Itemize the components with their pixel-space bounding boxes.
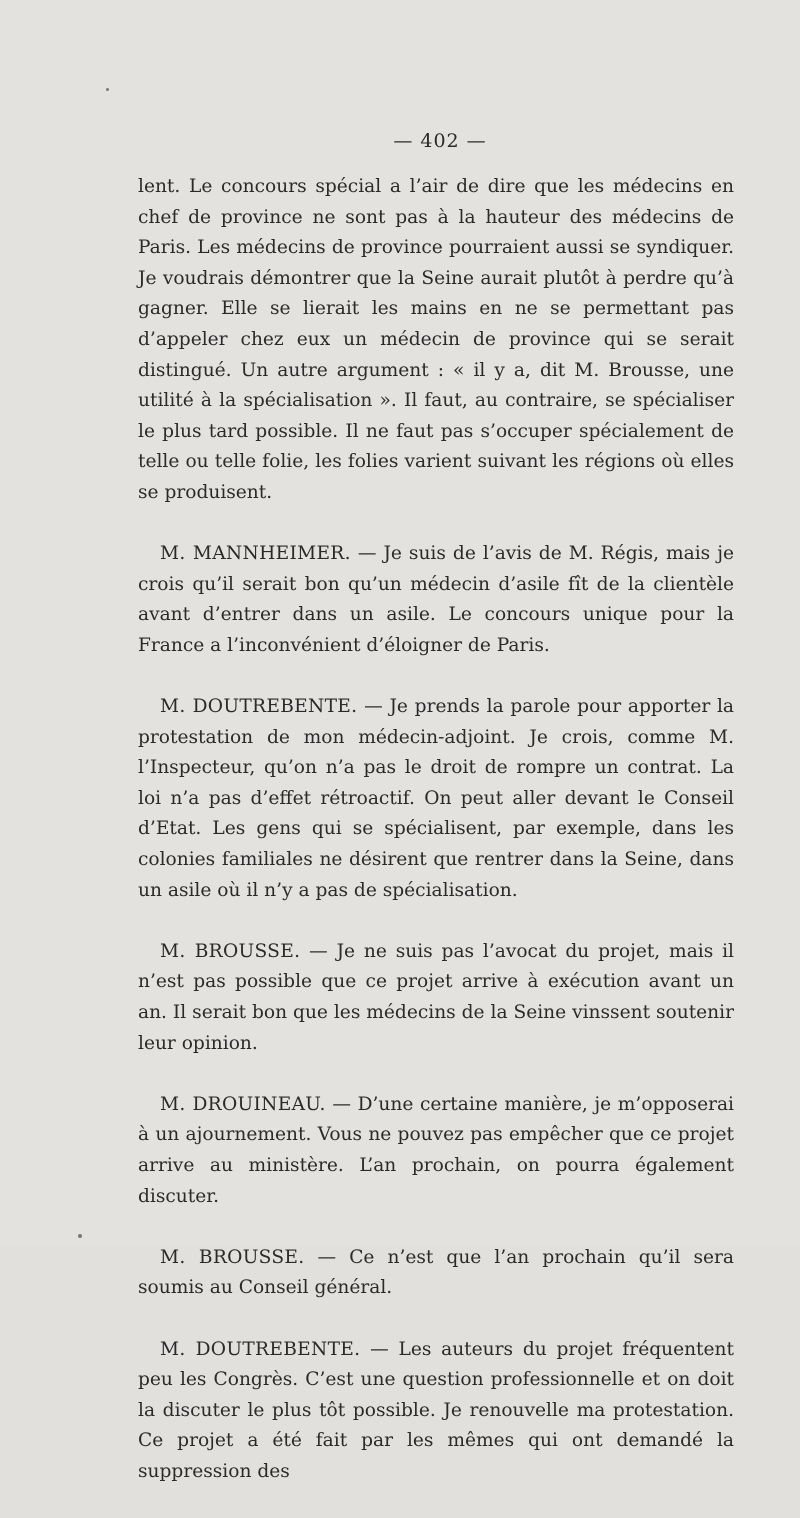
- paragraph-brousse-1: [138, 937, 734, 1059]
- speaker-name: M. BROUSSE.: [160, 1246, 305, 1268]
- speaker-name: M. DOUTREBENTE.: [160, 1338, 361, 1360]
- paragraph-text: — Je ne suis pas l’avocat du projet, mais il n’est pas possible que ce projet arrive à exécution avant un an. Il serait bon que les médecins de la Seine vinssent soutenir leur opinion.: [138, 940, 734, 1054]
- speaker-name: M. BROUSSE.: [160, 940, 301, 962]
- speaker-name: M. DOUTREBENTE.: [160, 696, 358, 718]
- paragraph-doutrebente-2: [138, 1335, 734, 1488]
- paragraph-text: — D’une certaine manière, je m’opposerai à un ajournement. Vous ne pouvez pas empêcher que ce projet arrive au ministère. L’an prochain, on pourra également discuter.: [138, 1093, 734, 1207]
- paragraph-text: — Les auteurs du projet fréquentent peu les Congrès. C’est une question professionnelle et on doit la discuter le plus tôt possible. Je renouvelle ma protestation. Ce projet a été fait par les mêmes qui ont demandé la suppression des: [138, 1338, 734, 1482]
- paragraph-doutrebente-1: [138, 692, 734, 906]
- speaker-name: M. DROUINEAU.: [160, 1093, 326, 1115]
- paragraph-mannheimer: [138, 539, 734, 661]
- paragraph-text: — Je prends la parole pour apporter la protestation de mon médecin-adjoint. Je crois, comme M. l’Inspecteur, qu’on n’a pas le droit de rompre un contrat. La loi n’a pas d’effet rétroactif. On peut aller devant le Conseil d’Etat. Les gens qui se spécialisent, par exemple, dans les colonies familiales ne désirent que rentrer dans la Seine, dans un asile où il n’y a pas de spécialisation.: [138, 696, 734, 901]
- body-text: [138, 172, 734, 1518]
- paragraph-continuation: [138, 172, 734, 509]
- paragraph-drouineau: [138, 1090, 734, 1212]
- paragraph-text: — Je suis de l’avis de M. Régis, mais je crois qu’il serait bon qu’un médecin d’asile fît de la clientèle avant d’entrer dans un asile. Le concours unique pour la France a l’inconvénient d’éloigner de Paris.: [138, 543, 734, 656]
- paper-speck: [106, 88, 109, 91]
- paragraph-text: lent. Le concours spécial a l’air de dire que les médecins en chef de province ne sont pas à la hauteur des médecins de Paris. Les médecins de province pourraient aussi se syndiquer. Je voudrais démontrer que la Seine aurait plutôt à perdre qu’à gagner. Elle se lierait les mains en ne se permettant pas d’appeler chez eux un médecin de province qui se serait distingué. Un autre argument : « il y a, dit M. Brousse, une utilité à la spécialisation ». Il faut, au contraire, se spécialiser le plus tard possible. Il ne faut pas s’occuper spécialement de telle ou telle folie, les folies varient suivant les régions où elles se produisent.: [138, 176, 734, 503]
- page-number: — 402 —: [393, 130, 487, 152]
- paper-speck: [78, 1234, 82, 1238]
- paragraph-brousse-2: [138, 1243, 734, 1304]
- paragraph-text: — Ce n’est que l’an prochain qu’il sera soumis au Conseil général.: [138, 1246, 734, 1299]
- speaker-name: M. MANNHEIMER.: [160, 543, 351, 565]
